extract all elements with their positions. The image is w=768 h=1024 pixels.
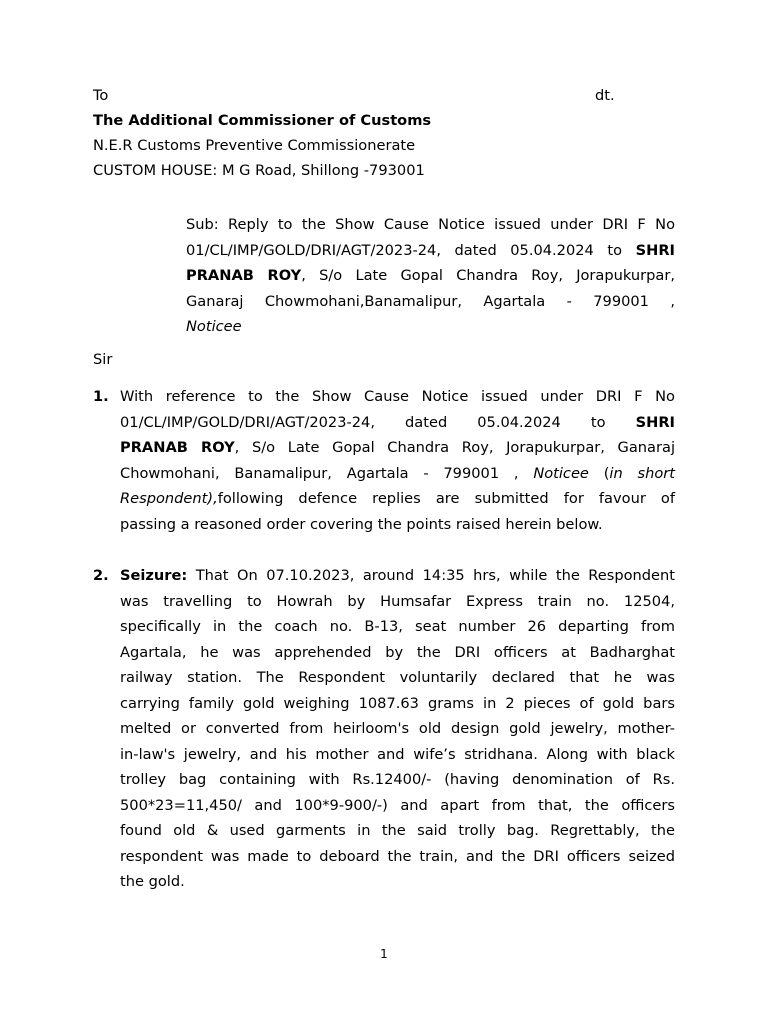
paragraph-body bbox=[120, 384, 675, 537]
paragraph-bold-text: SHRI bbox=[635, 413, 675, 431]
subject-block bbox=[186, 212, 675, 340]
paragraph-text: That On 07.10.2023, around 14:35 hrs, while the Respondent bbox=[187, 567, 675, 584]
salutation: Sir bbox=[93, 351, 113, 368]
subject-text: 01/CL/IMP/GOLD/DRI/AGT/2023-24, dated 05.04.2024 to bbox=[186, 241, 636, 259]
subject-bold-text: SHRI bbox=[635, 241, 675, 259]
paragraph-line: trolley bag containing with Rs.12400/- (having denomination of Rs. bbox=[120, 771, 675, 788]
paragraph-bold-text: PRANAB ROY bbox=[120, 439, 235, 456]
paragraph-line: respondent was made to deboard the train, and the DRI officers seized bbox=[120, 847, 675, 865]
paragraph-line: 500*23=11,450/ and 100*9-900/-) and apart from that, the officers bbox=[120, 796, 675, 814]
paragraph-line bbox=[120, 410, 675, 436]
paragraph-line: passing a reasoned order covering the points raised herein below. bbox=[120, 515, 603, 533]
paragraph-line: With reference to the Show Cause Notice issued under DRI F No bbox=[120, 388, 675, 405]
addressee-title: The Additional Commissioner of Customs bbox=[93, 112, 432, 129]
paragraph-italic-text: Noticee bbox=[533, 464, 589, 482]
paragraph-body bbox=[120, 563, 675, 895]
paragraph-line: railway station. The Respondent voluntarily declared that he was bbox=[120, 669, 675, 686]
paragraph-line: found old & used garments in the said trolly bag. Regrettably, the bbox=[120, 822, 675, 839]
subject-line: Ganaraj Chowmohani,Banamalipur, Agartala - 799001 , bbox=[186, 292, 675, 310]
paragraph-heading: Seizure: bbox=[120, 567, 188, 584]
paragraph-italic-text: Respondent), bbox=[120, 490, 218, 507]
subject-italic-text: Noticee bbox=[186, 318, 242, 335]
page-number: 1 bbox=[380, 947, 388, 961]
paragraph-italic-text: in short bbox=[609, 464, 675, 482]
date-label: dt. bbox=[595, 87, 615, 104]
addressee-address: CUSTOM HOUSE: M G Road, Shillong -793001 bbox=[93, 162, 425, 179]
paragraph-text: following defence replies are submitted for favour of bbox=[217, 490, 675, 507]
paragraph-number: 1. bbox=[93, 388, 109, 405]
paragraph-line: Agartala, he was apprehended by the DRI officers at Badharghat bbox=[120, 643, 675, 661]
subject-bold-text: PRANAB ROY bbox=[186, 267, 302, 284]
paragraph-text: 01/CL/IMP/GOLD/DRI/AGT/2023-24, dated 05.04.2024 to bbox=[120, 413, 636, 431]
paragraph-line bbox=[120, 435, 675, 461]
paragraph-line: the gold. bbox=[120, 873, 185, 890]
paragraph-line bbox=[120, 461, 675, 487]
paragraph-line: melted or converted from heirloom's old design gold jewelry, mother- bbox=[120, 720, 675, 737]
paragraph-text: ( bbox=[588, 464, 610, 482]
subject-line: Sub: Reply to the Show Cause Notice issued under DRI F No bbox=[186, 216, 675, 233]
paragraph-number: 2. bbox=[93, 567, 109, 584]
addressee-office: N.E.R Customs Preventive Commissionerate bbox=[93, 137, 416, 154]
subject-line bbox=[186, 263, 675, 289]
subject-line bbox=[186, 314, 675, 340]
paragraph-line bbox=[120, 486, 675, 512]
subject-line bbox=[186, 238, 675, 264]
paragraph-line: was travelling to Howrah by Humsafar Express train no. 12504, bbox=[120, 592, 675, 610]
paragraph-text: , S/o Late Gopal Chandra Roy, Jorapukurpar, Ganaraj bbox=[234, 439, 675, 456]
paragraph-text: Chowmohani, Banamalipur, Agartala - 799001 , bbox=[120, 464, 534, 482]
to-label: To bbox=[93, 87, 109, 104]
paragraph-line: specifically in the coach no. B-13, seat number 26 departing from bbox=[120, 618, 675, 635]
paragraph-line: carrying family gold weighing 1087.63 grams in 2 pieces of gold bars bbox=[120, 694, 675, 712]
paragraph-line bbox=[120, 563, 675, 589]
paragraph-line: in-law's jewelry, and his mother and wife’s stridhana. Along with black bbox=[120, 745, 675, 763]
subject-text: , S/o Late Gopal Chandra Roy, Jorapukurpar, bbox=[301, 267, 675, 284]
